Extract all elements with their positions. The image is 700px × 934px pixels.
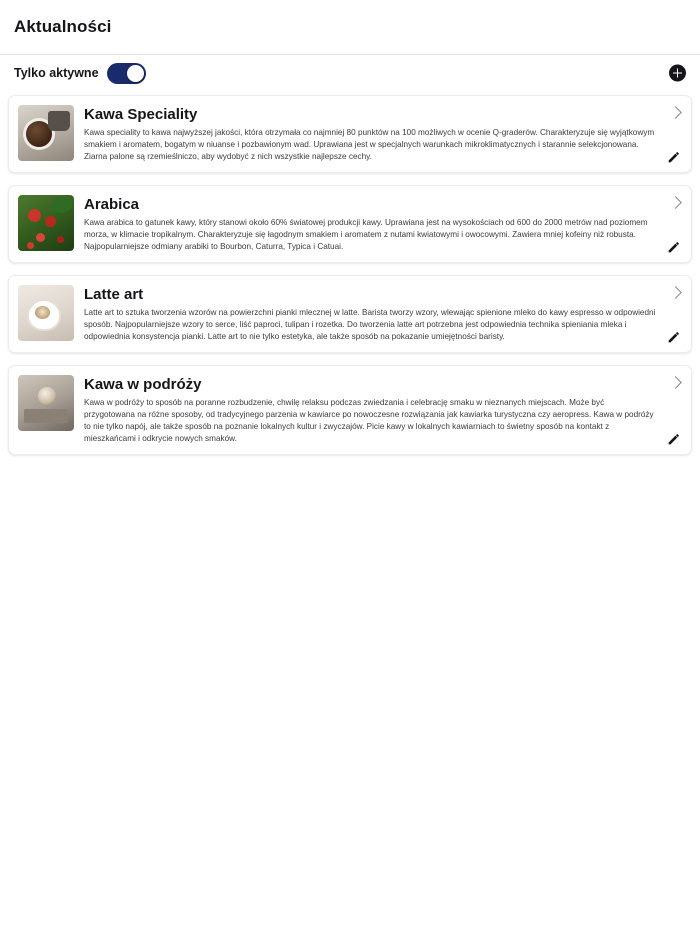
article-content — [84, 105, 657, 163]
add-article-button[interactable] — [669, 65, 686, 82]
page-header — [0, 0, 700, 55]
article-title: Kawa Speciality — [84, 106, 198, 123]
article-description: Kawa arabica to gatunek kawy, który stanowi około 60% światowej produkcji kawy. Uprawiana jest na wysokościach od 600 do 2000 metrów nad poziomem morza, w klimacie tropikalnym. Charakteryzuje się łagodnym smakiem i aromatem z nutami kwiatowymi i owocowymi. Zawiera mniej kofeiny niż robusta. Najpopularniejsze odmiany arabiki to Bourbon, Caturra, Typica i Catuai. — [84, 218, 648, 251]
chevron-right-icon[interactable] — [669, 376, 682, 389]
pencil-edit-icon[interactable] — [666, 431, 682, 447]
articles-list — [0, 91, 700, 455]
article-content — [84, 375, 657, 445]
page-title: Aktualności — [14, 17, 112, 36]
active-only-toggle[interactable] — [107, 63, 146, 84]
pencil-edit-icon[interactable] — [666, 329, 682, 345]
toggle-knob — [127, 65, 144, 82]
list-item[interactable] — [8, 185, 692, 263]
article-thumbnail — [18, 375, 74, 431]
pencil-edit-icon[interactable] — [666, 239, 682, 255]
list-item[interactable] — [8, 95, 692, 173]
article-description: Kawa speciality to kawa najwyższej jakości, która otrzymała co najmniej 80 punktów na 100 możliwych w ocenie Q-graderów. Charakteryzuje się wyjątkowym smakiem i aromatem, bogatym w niuanse i pozbawionym wad. Uprawiana jest w specjalnych warunkach mikroklimatycznych i starannie selekcjonowana. Ziarna palone są rzemieślniczo, aby wydobyć z nich wszystkie najlepsze cechy. — [84, 128, 655, 162]
chevron-right-icon[interactable] — [669, 286, 682, 299]
article-title: Latte art — [84, 285, 144, 303]
list-item[interactable] — [8, 365, 692, 455]
list-item[interactable] — [8, 275, 692, 353]
article-title: Arabica — [84, 195, 140, 213]
plus-icon-vertical — [677, 69, 679, 78]
article-title: Kawa w podróży — [84, 375, 202, 393]
article-content — [84, 195, 657, 253]
chevron-right-icon[interactable] — [669, 196, 682, 209]
filter-bar — [0, 55, 700, 91]
article-thumbnail — [18, 195, 74, 251]
pencil-edit-icon[interactable] — [666, 149, 682, 165]
article-description: Latte art to sztuka tworzenia wzorów na powierzchni pianki mlecznej w latte. Barista tworzy wzory, wlewając spienione mleko do kawy espresso w odpowiedni sposób. Najpopularniejsze wzory to serce, liść paproci, tulipan i rozetka. Do tworzenia latte art potrzebna jest odpowiednia technika spieniania mleka i odpowiednia konsystencja pianki. Latte art to nie tylko estetyka, ale także sposób na pokazanie umiejętności baristy. — [84, 308, 656, 341]
chevron-right-icon[interactable] — [669, 106, 682, 119]
article-content — [84, 285, 657, 343]
article-description: Kawa w podróży to sposób na poranne rozbudzenie, chwilę relaksu podczas zwiedzania i celebrację smaku w nieznanych miejscach. Może być przygotowana na różne sposoby, od tradycyjnego parzenia w kawiarce po nowoczesne rozwiązania jak kawiarka turystyczna czy aeropress. Kawa w podróży to nie tylko napój, ale także sposób na poznanie lokalnych kultur i zwyczajów. Picie kawy w lokalnych kawiarniach to świetny sposób na kontakt z mieszkańcami i odkrycie nowych smaków. — [84, 398, 654, 443]
article-thumbnail — [18, 285, 74, 341]
article-thumbnail — [18, 105, 74, 161]
active-only-label: Tylko aktywne — [14, 66, 99, 80]
